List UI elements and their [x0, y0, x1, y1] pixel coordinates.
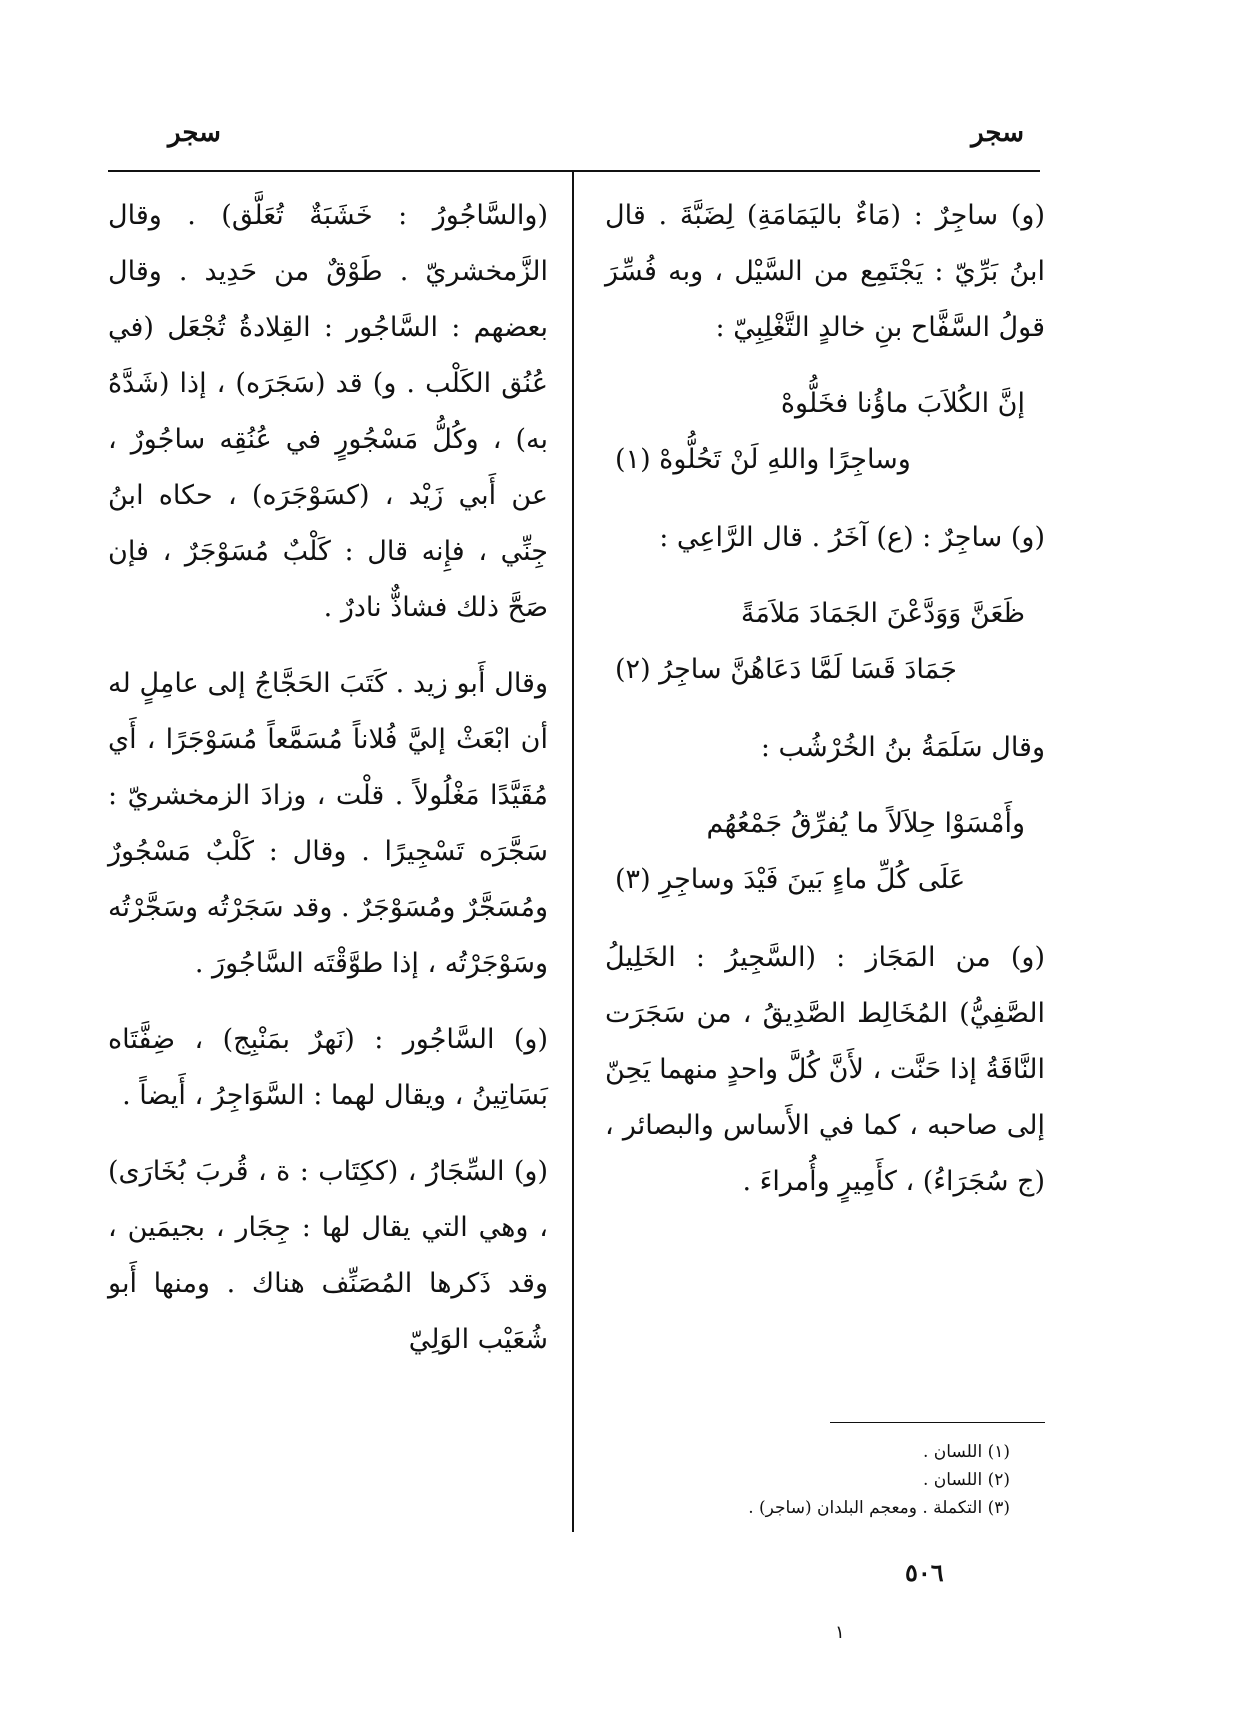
running-header-left: سجر [168, 118, 221, 148]
right-column [605, 188, 1045, 1230]
verse-line: وساجِرًا واللهِ لَنْ تَحُلُّوهْ (١) [615, 444, 911, 475]
paragraph: وقال سَلَمَةُ بنُ الخُرْشُب : [760, 732, 1045, 763]
footnote-rule [830, 1422, 1045, 1423]
column-divider [572, 172, 574, 1532]
verse-line: عَلَى كُلِّ ماءٍ بَينَ فَيْدَ وساجِرِ (٣) [615, 864, 966, 895]
paragraph: (و) السَّاجُور : (نَهرٌ بمَنْبِج) ، ضِفَّتَاه بَسَاتِينُ ، ويقال لهما : السَّوَاجِرُ ، أَيضاً . [108, 1024, 548, 1111]
footnote: (٢) اللسان . [923, 1470, 1010, 1490]
footnote: (٣) التكملة . ومعجم البلدان (ساجر) . [748, 1498, 1010, 1518]
paragraph: (و) ساجِرٌ : (مَاءٌ باليَمَامَةِ) لِضَبَّةَ . قال ابنُ بَرِّيّ : يَجْتَمِع من السَّيْل ، وبه فُسِّرَ قولُ السَّفَّاح بنِ خالدٍ التَّغْلِبِيّ : [605, 200, 1045, 343]
paragraph: (و) من المَجَاز : (السَّجِيرُ : الخَلِيلُ الصَّفِيُّ) المُخَالِط الصَّدِيقُ ، من سَجَرَت النَّاقَةُ إذا حَنَّت ، لأَنَّ كُلَّ واحدٍ منهما يَحِنّ إلى صاحبه ، كما في الأَساس والبصائر ، (ج سُجَرَاءُ) ، كأَمِيرٍ وأُمراءَ . [605, 942, 1045, 1197]
verse-line: وأَمْسَوْا حِلاَلاً ما يُفرِّقُ جَمْعُهُم [706, 808, 1025, 839]
left-column [108, 188, 548, 1388]
verse-line: ظَعَنَّ وَوَدَّعْنَ الجَمَادَ مَلاَمَةً [740, 598, 1025, 629]
paragraph: (و) ساجِرٌ : (ع) آخَرُ . قال الرَّاعِي : [659, 522, 1045, 553]
paragraph: وقال أَبو زيد . كَتَبَ الحَجَّاجُ إلى عامِلٍ له أن ابْعَثْ إليَّ فُلاناً مُسَمَّعاً مُسَوْجَرًا ، أَي مُقَيَّدًا مَغْلُولاً . قلْت ، وزادَ الزمخشريّ : سَجَّرَه تَسْجِيرًا . وقال : كَلْبٌ مَسْجُورٌ ومُسَجَّرٌ ومُسَوْجَرٌ . وقد سَجَرْتُه وسَجَّرْتُه وسَوْجَرْتُه ، إذا طوَّقْتَه السَّاجُورَ . [108, 668, 548, 979]
header-rule [108, 170, 1040, 172]
verse [605, 376, 1045, 488]
bottom-mark: ١ [835, 1622, 845, 1643]
verse-line: جَمَادَ قَسَا لَمَّا دَعَاهُنَّ ساجِرُ (٢) [615, 654, 957, 685]
page-number: ٥٠٦ [905, 1558, 944, 1587]
running-header-right: سجر [971, 118, 1024, 148]
paragraph: (و) السِّجَارُ ، (ككِتَاب : ة ، قُربَ بُخَارَى) ، وهي التي يقال لها : جِجَار ، بجيمَين ، وقد ذَكرها المُصَنِّف هناك . ومنها أَبو شُعَيْب الوَلِيّ [108, 1156, 548, 1355]
paragraph: (والسَّاجُورُ : خَشَبَةٌ تُعَلَّق) . وقال الزَّمخشريّ . طَوْقٌ من حَدِيد . وقال بعضهم : السَّاجُور : القِلادةُ تُجْعَل (في عُنُق الكَلْب . و) قد (سَجَرَه) ، إذا (شَدَّهُ به) ، وكُلُّ مَسْجُورٍ في عُنُقِه ساجُورٌ ، عن أَبي زَيْد ، (كسَوْجَرَه) ، حكاه ابنُ جِنِّي ، فإِنه قال : كَلْبٌ مُسَوْجَرٌ ، فإن صَحَّ ذلك فشاذٌّ نادرٌ . [108, 200, 548, 623]
footnotes [680, 1438, 1010, 1522]
verse [605, 586, 1045, 698]
verse-line: إنَّ الكُلاَبَ ماؤُنا فخَلُّوهْ [780, 388, 1025, 419]
footnote: (١) اللسان . [923, 1442, 1010, 1462]
verse [605, 796, 1045, 908]
